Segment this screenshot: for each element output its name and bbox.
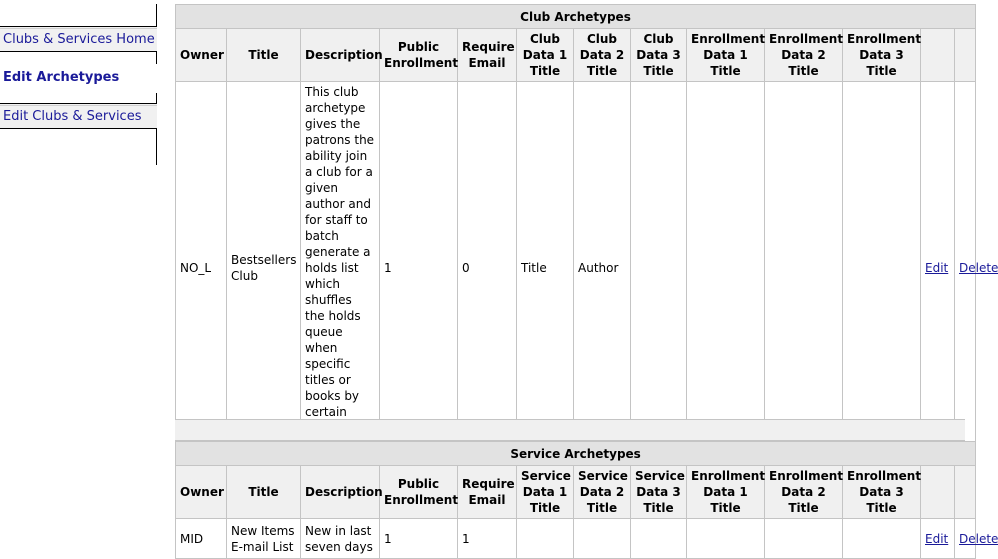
cell-club-data-2: Author [574,82,631,455]
column-header-service-data-2: Service Data 2 Title [574,466,631,519]
clubs-services-home-link[interactable]: Clubs & Services Home [3,32,155,47]
table-row [176,82,976,455]
service-archetypes-section [175,441,998,559]
sidebar-item-home[interactable] [0,26,157,52]
sidebar-item-edit[interactable] [0,103,157,129]
cell-enrollment-data-2 [765,519,843,559]
column-header-require-email: Require Email [458,466,517,519]
column-header-edit [921,29,955,82]
cell-enrollment-data-3 [843,519,921,559]
cell-enrollment-data-1 [687,519,765,559]
cell-enrollment-data-2 [765,82,843,455]
column-header-enrollment-data-2: Enrollment Data 2 Title [765,29,843,82]
cell-edit [921,82,955,455]
cell-description: New in last seven days [301,519,380,559]
delete-link[interactable]: Delete [959,261,998,275]
delete-link[interactable]: Delete [959,531,998,546]
cell-service-data-3 [631,519,687,559]
column-header-club-data-1: Club Data 1 Title [517,29,574,82]
cell-service-data-1 [517,519,574,559]
column-header-owner: Owner [176,29,227,82]
sidebar-divider [156,93,157,103]
column-header-service-data-1: Service Data 1 Title [517,466,574,519]
cell-title: New Items E-mail List [227,519,301,559]
column-header-club-data-3: Club Data 3 Title [631,29,687,82]
column-header-enrollment-data-3: Enrollment Data 3 Title [843,466,921,519]
column-header-service-data-3: Service Data 3 Title [631,466,687,519]
club-archetypes-section [175,4,998,455]
cell-enrollment-data-3 [843,82,921,455]
cell-public-enrollment: 1 [380,82,458,455]
column-header-enrollment-data-1: Enrollment Data 1 Title [687,29,765,82]
column-header-delete [955,466,976,519]
sidebar-divider [156,4,157,26]
column-header-require-email: Require Email [458,29,517,82]
cell-club-data-3 [631,82,687,455]
cell-description: This club archetype gives the patrons the ability join a club for a given author and for staff to batch generate a holds list which shuffles the holds queue when specific titles or books by certain [301,82,380,455]
column-header-owner: Owner [176,466,227,519]
column-header-delete [955,29,976,82]
edit-clubs-services-link[interactable]: Edit Clubs & Services [3,109,142,124]
column-header-description: Description [301,466,380,519]
cell-edit [921,519,955,559]
column-header-title: Title [227,29,301,82]
cell-delete [955,82,998,455]
column-header-enrollment-data-3: Enrollment Data 3 Title [843,29,921,82]
column-header-enrollment-data-2: Enrollment Data 2 Title [765,466,843,519]
cell-title: Bestsellers Club [227,82,301,455]
cell-service-data-2 [574,519,631,559]
column-header-public-enrollment: Public Enrollment [380,29,458,82]
cell-club-data-1: Title [517,82,574,455]
club-table-caption: Club Archetypes [176,5,976,29]
cell-owner: NO_L [176,82,227,455]
cell-enrollment-data-1 [687,82,765,455]
cell-delete [955,519,998,559]
column-header-public-enrollment: Public Enrollment [380,466,458,519]
column-header-enrollment-data-1: Enrollment Data 1 Title [687,466,765,519]
cell-require-email: 0 [458,82,517,455]
column-header-description: Description [301,29,380,82]
table-row [176,519,976,559]
edit-link[interactable]: Edit [925,261,949,275]
table-spacer [175,419,965,441]
edit-link[interactable]: Edit [925,531,949,546]
sidebar [0,0,160,559]
cell-require-email: 1 [458,519,517,559]
sidebar-divider [156,129,157,165]
column-header-edit [921,466,955,519]
club-archetypes-table [175,4,998,455]
service-archetypes-table [175,441,998,559]
cell-public-enrollment: 1 [380,519,458,559]
service-table-caption: Service Archetypes [176,442,976,466]
sidebar-item-current: Edit Archetypes [3,70,120,85]
column-header-club-data-2: Club Data 2 Title [574,29,631,82]
sidebar-divider [156,52,157,64]
column-header-title: Title [227,466,301,519]
cell-owner: MID [176,519,227,559]
